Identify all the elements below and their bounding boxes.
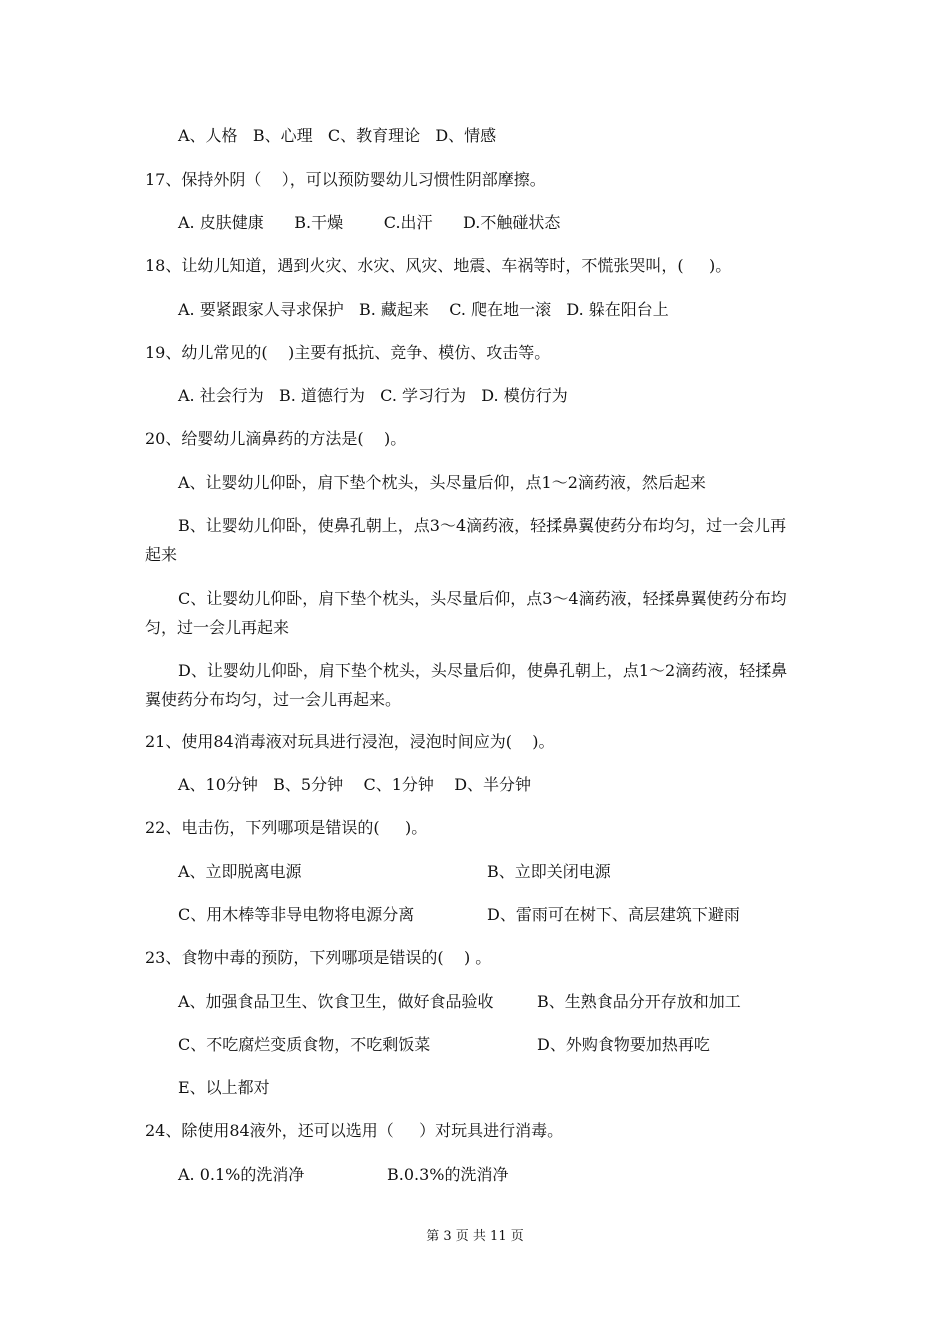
q21-stem: 21、使用84消毒液对玩具进行浸泡，浸泡时间应为( )。 xyxy=(145,732,555,751)
q19-stem: 19、幼儿常见的( )主要有抵抗、竞争、模仿、攻击等。 xyxy=(145,343,551,362)
q18-options: A. 要紧跟家人寻求保护 B. 藏起来 C. 爬在地一滚 D. 躲在阳台上 xyxy=(178,300,669,319)
q23-option-c: C、不吃腐烂变质食物，不吃剩饭菜 xyxy=(178,1035,431,1054)
q16-options: A、人格 B、心理 C、教育理论 D、情感 xyxy=(178,126,497,145)
q22-option-c: C、用木棒等非导电物将电源分离 xyxy=(178,905,415,924)
page-number-footer: 第 3 页 共 11 页 xyxy=(426,1229,524,1244)
q24-option-a: A. 0.1%的洗消净 xyxy=(178,1165,305,1184)
q20-option-d-line1: D、让婴幼儿仰卧，肩下垫个枕头，头尽量后仰，使鼻孔朝上，点1～2滴药液，轻揉鼻 xyxy=(178,661,788,680)
q17-options: A. 皮肤健康 B.干燥 C.出汗 D.不触碰状态 xyxy=(178,213,561,232)
q23-option-b: B、生熟食品分开存放和加工 xyxy=(537,992,741,1011)
q20-option-b-line2: 起来 xyxy=(145,545,178,564)
q20-option-c-line1: C、让婴幼儿仰卧，肩下垫个枕头，头尽量后仰，点3～4滴药液，轻揉鼻翼使药分布均 xyxy=(178,589,787,608)
q24-stem: 24、除使用84液外，还可以选用（ ）对玩具进行消毒。 xyxy=(145,1121,564,1140)
q17-stem: 17、保持外阴（ ），可以预防婴幼儿习惯性阴部摩擦。 xyxy=(145,170,546,189)
q23-option-e: E、以上都对 xyxy=(178,1078,270,1097)
q20-stem: 20、给婴幼儿滴鼻药的方法是( )。 xyxy=(145,429,407,448)
q22-stem: 22、电击伤，下列哪项是错误的( )。 xyxy=(145,818,428,837)
q22-option-a: A、立即脱离电源 xyxy=(178,862,302,881)
q20-option-a: A、让婴幼儿仰卧，肩下垫个枕头，头尽量后仰，点1～2滴药液，然后起来 xyxy=(178,473,706,492)
q19-options: A. 社会行为 B. 道德行为 C. 学习行为 D. 模仿行为 xyxy=(178,386,568,405)
q20-option-d-line2: 翼使药分布均匀，过一会儿再起来。 xyxy=(145,690,402,709)
q18-stem: 18、让幼儿知道，遇到火灾、水灾、风灾、地震、车祸等时，不慌张哭叫，( )。 xyxy=(145,256,732,275)
q22-option-d: D、雷雨可在树下、高层建筑下避雨 xyxy=(487,905,740,924)
q23-stem: 23、食物中毒的预防，下列哪项是错误的( ) 。 xyxy=(145,948,492,967)
q24-option-b: B.0.3%的洗消净 xyxy=(387,1165,509,1184)
q23-option-d: D、外购食物要加热再吃 xyxy=(537,1035,710,1054)
q20-option-b-line1: B、让婴幼儿仰卧，使鼻孔朝上，点3～4滴药液，轻揉鼻翼使药分布均匀，过一会儿再 xyxy=(178,516,787,535)
q22-option-b: B、立即关闭电源 xyxy=(487,862,611,881)
q23-option-a: A、加强食品卫生、饮食卫生，做好食品验收 xyxy=(178,992,494,1011)
q20-option-c-line2: 匀，过一会儿再起来 xyxy=(145,618,290,637)
q21-options: A、10分钟 B、5分钟 C、1分钟 D、半分钟 xyxy=(178,775,532,794)
